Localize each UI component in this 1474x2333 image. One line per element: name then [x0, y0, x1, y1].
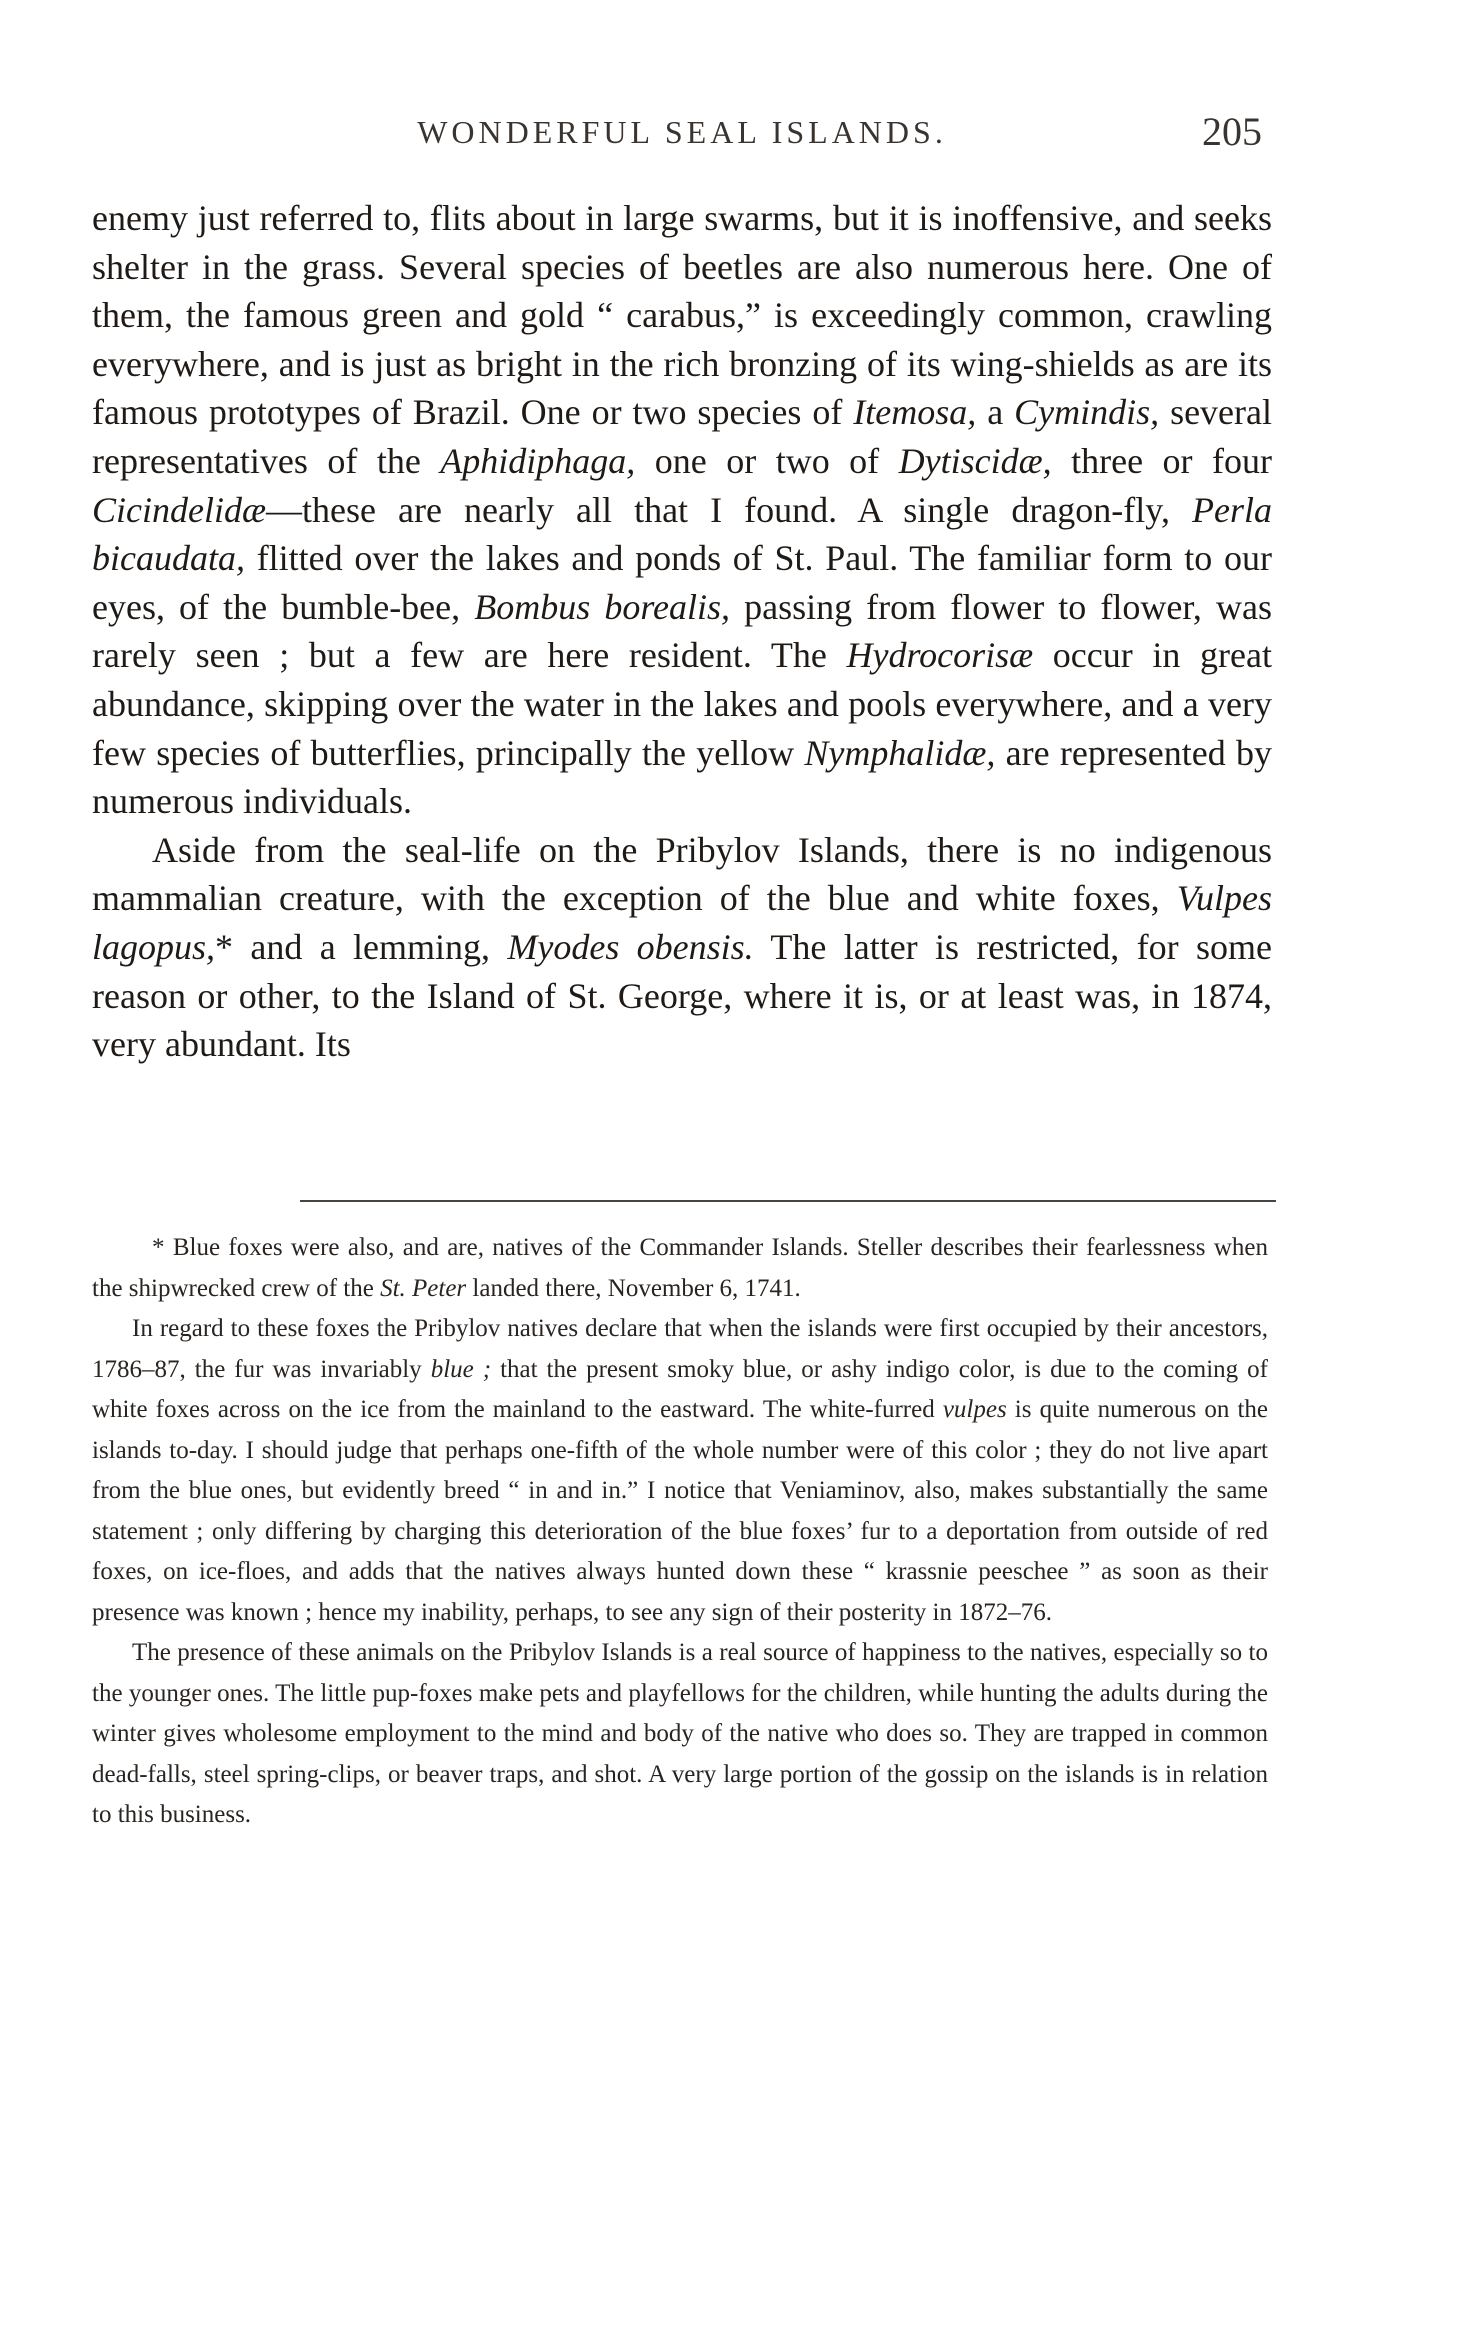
text-run: In regard to these foxes the Pribylov natives declare that when the islands were first occupied by their ancestors, 1786–87, the fur was invariably — [92, 1315, 1268, 1383]
text-run: The presence of these animals on the Pribylov Islands is a real source of happiness to the natives, especially so to the younger ones. The little pup-foxes make pets and playfellows for the children, while hunting the adults during the winter gives wholesome employment to the mind and body of the native who does so. They are trapped in common dead-falls, steel spring-clips, or beaver traps, and shot. A very large portion of the gossip on the islands is in relation to this business. — [92, 1639, 1268, 1828]
italic-term: Perla bicaudata, — [92, 489, 1272, 579]
text-run: landed there, November 6, 1741. — [466, 1274, 801, 1302]
footnote-divider — [300, 1200, 1276, 1202]
text-run: enemy just referred to, flits about in large swarms, but it is inoffensive, and seeks shelter in the grass. Several species of beetles are also numerous here. One of them, the famous green and gold “ carabus,” is exceedingly common, crawling everywhere, and is just as bright in the rich bronzing of its wing-shields as are its famous prototypes of Brazil. One or two species of — [92, 198, 1272, 433]
text-run: three or four — [1051, 440, 1272, 481]
page-header — [92, 108, 1272, 158]
footnotes — [92, 1228, 1268, 1836]
italic-term: Nymphalidæ, — [804, 732, 996, 773]
italic-term: blue ; — [430, 1355, 492, 1383]
italic-term: Cymindis, — [1014, 392, 1160, 433]
footnote-fox-hunting — [92, 1633, 1268, 1836]
text-run: is quite numerous on the islands to-day. I should judge that perhaps one-fifth of the whole number were of this color ; they do not live apart from the blue ones, but evidently breed “ in and in.” I notice that Veniaminov, also, makes substantially the same statement ; only differing by charging this deterioration of the blue foxes’ fur to a deportation from outside of red foxes, on ice-floes, and adds that the natives always hunted down these “ krassnie peeschee ” as soon as their presence was known ; hence my inability, perhaps, to see any sign of their posterity in 1872–76. — [92, 1396, 1268, 1626]
italic-term: vulpes — [942, 1396, 1007, 1423]
italic-term: Myodes obensis. — [507, 926, 754, 967]
text-run: flitted over the lakes and ponds of St. Paul. The familiar form to our eyes, of the bumble-bee, — [92, 538, 1272, 627]
text-run: * and a lemming, — [215, 926, 508, 967]
page-number: 205 — [1202, 109, 1262, 154]
italic-term: Bombus borealis, — [474, 586, 730, 627]
text-run: —these are nearly all that I found. A single dragon-fly, — [266, 489, 1193, 530]
running-head: WONDERFUL SEAL ISLANDS. — [417, 114, 947, 150]
footnote-fox-colors — [92, 1309, 1268, 1633]
text-run: that the present smoky blue, or ashy indigo color, is due to the coming of white foxes across on the ice from the mainland to the eastward. The white-furred — [92, 1355, 1268, 1423]
italic-term: Dytiscidæ, — [898, 440, 1052, 481]
text-run: The latter is restricted, for some reason or other, to the Island of St. George, where it is, or at least was, in 1874, very abundant. Its — [92, 926, 1272, 1065]
text-run: a — [976, 392, 1015, 433]
text-run: occur in great abundance, skipping over the water in the lakes and pools everywhere, and a very few species of butterflies, principally the yellow — [92, 635, 1272, 773]
footnote-commander-islands — [92, 1228, 1268, 1309]
italic-term: St. Peter — [380, 1274, 467, 1302]
paragraph-insects — [92, 194, 1272, 826]
italic-term: Aphidiphaga, — [440, 440, 636, 481]
text-run: * Blue foxes were also, and are, natives of the Commander Islands. Steller describes their fearlessness when the shipwrecked crew of the — [92, 1234, 1268, 1302]
text-run: are represented by numerous individuals. — [92, 732, 1272, 822]
main-text — [92, 194, 1272, 1069]
italic-term: Vulpes lagopus, — [92, 878, 1272, 967]
italic-term: Hydrocorisæ — [846, 635, 1034, 676]
italic-term: Cicindelidæ — [92, 489, 266, 530]
italic-term: Itemosa, — [853, 392, 977, 433]
text-run: several representatives of the — [92, 392, 1272, 481]
text-run: Aside from the seal-life on the Pribylov Islands, there is no indigenous mammalian creature, with the exception of the blue and white foxes, — [92, 829, 1272, 919]
text-run: one or two of — [635, 440, 899, 481]
paragraph-mammals — [92, 826, 1272, 1069]
text-run: passing from flower to flower, was rarely seen ; but a few are here resident. The — [92, 586, 1272, 676]
